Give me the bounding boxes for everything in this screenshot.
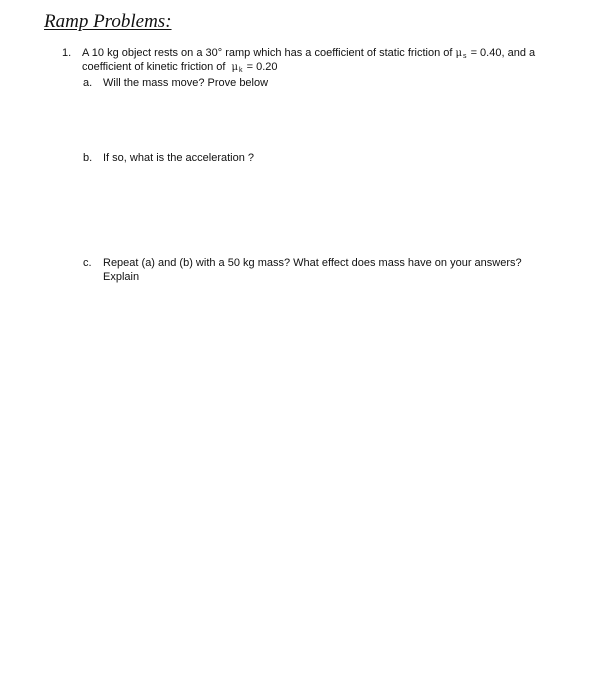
mu-s-subscript: s	[463, 53, 467, 60]
part-c-text-line-2: Explain	[103, 271, 140, 283]
part-a-label: a.	[83, 77, 93, 89]
problem-text-part: = 0.40, and a	[470, 47, 536, 59]
mu-s-symbol: μ	[455, 48, 463, 59]
page-title: Ramp Problems:	[44, 11, 172, 32]
problem-text-part: A 10 kg object rests on a 30° ramp which has a coefficient of static friction of	[82, 47, 453, 59]
problem-number: 1.	[62, 47, 72, 59]
part-a-text: Will the mass move? Prove below	[103, 77, 269, 89]
part-b-label: b.	[83, 152, 93, 164]
part-b-text: If so, what is the acceleration ?	[103, 152, 255, 164]
part-c-text: Repeat (a) and (b) with a 50 kg mass? What effect does mass have on your answers?	[103, 257, 522, 269]
mu-k-subscript: k	[239, 67, 243, 74]
problem-text-part: = 0.20	[246, 61, 278, 73]
mu-k-symbol: μ	[231, 62, 239, 73]
part-c-label: c.	[83, 257, 92, 269]
problem-text-part: coefficient of kinetic friction of	[82, 61, 226, 73]
